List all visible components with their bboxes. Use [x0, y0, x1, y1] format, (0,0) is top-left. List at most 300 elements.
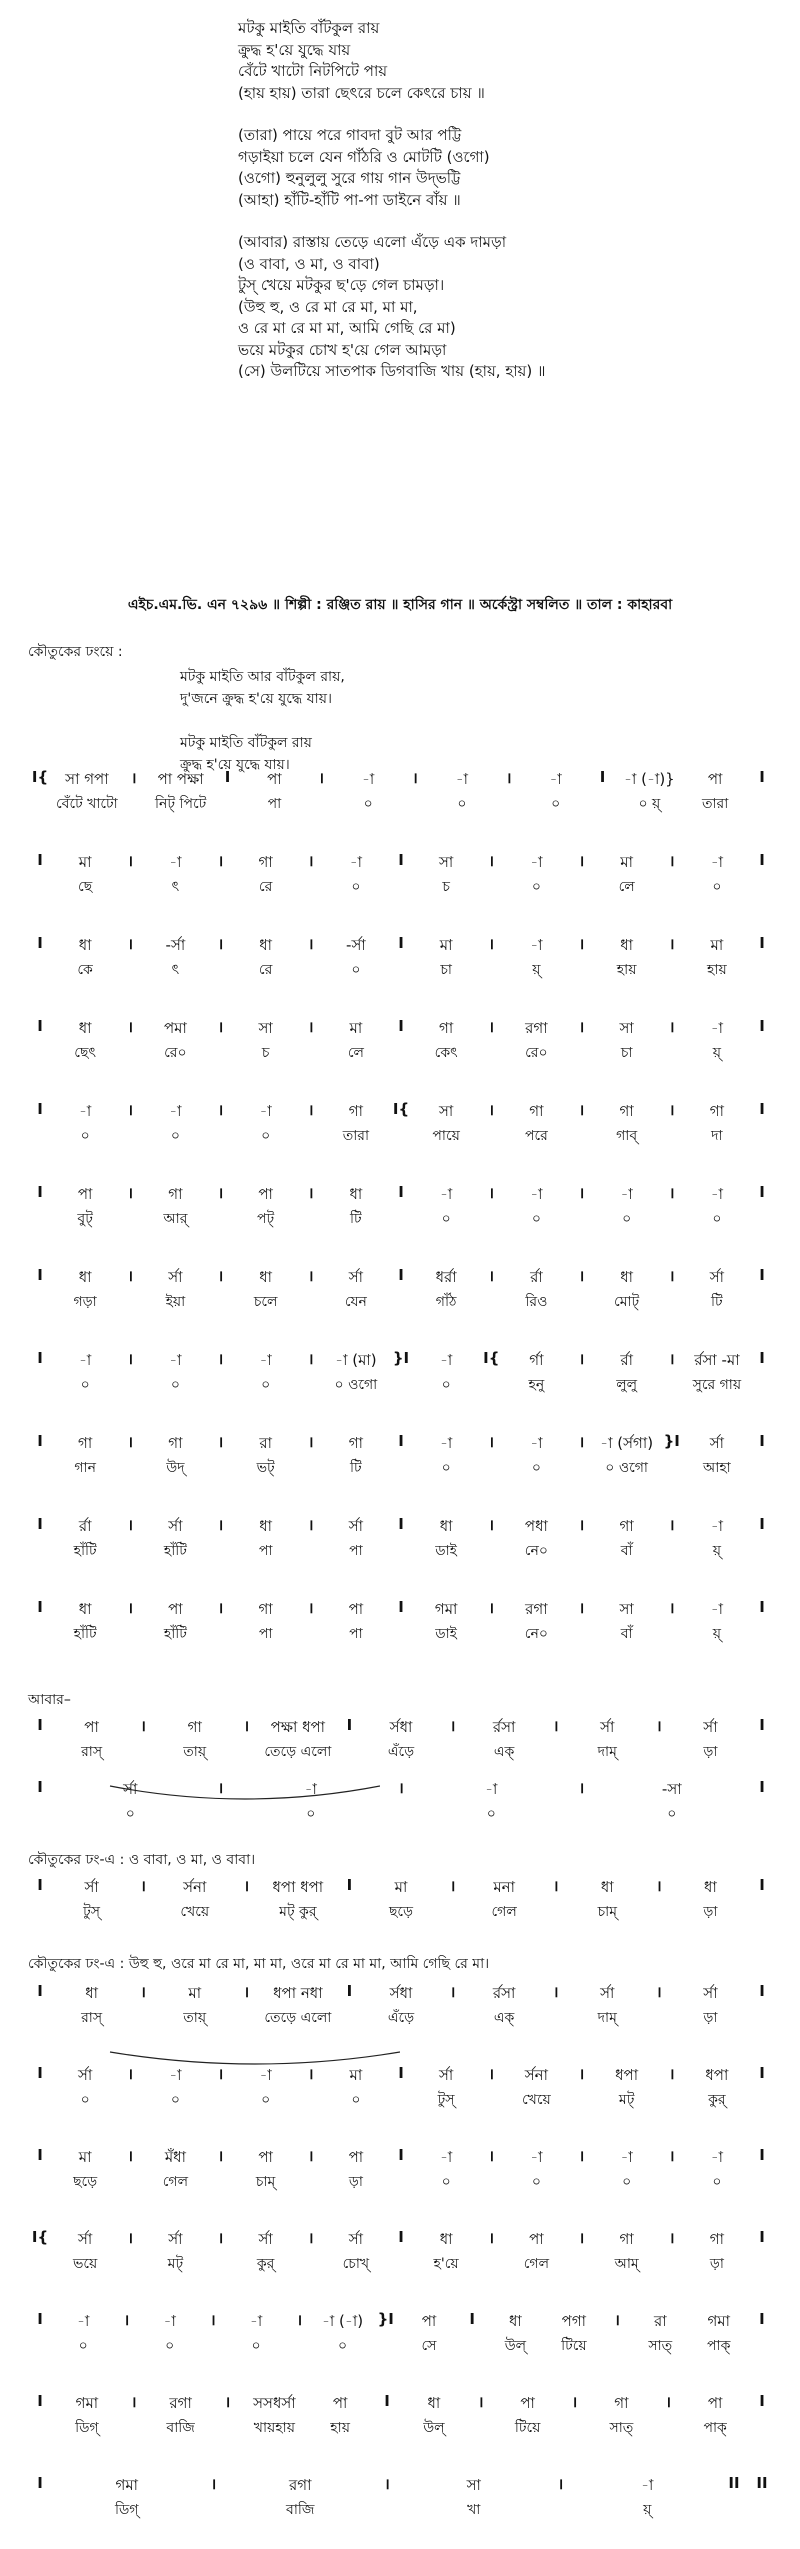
notation-row: [26, 1017, 776, 1063]
lyric-syllable: বেঁটে খাটো: [56, 796, 118, 812]
bar-separator: ।: [127, 2147, 134, 2165]
swara-note: মা: [620, 853, 633, 871]
swara-note: গা: [709, 2230, 724, 2248]
bar-separator: ।: [307, 852, 314, 870]
bar-separator: I: [759, 1778, 765, 1796]
lyric-syllable: পা: [349, 1543, 363, 1559]
bar-separator: ।: [127, 1599, 134, 1617]
lyric-syllable: ০: [441, 2174, 451, 2190]
bar-separator: I: [398, 2228, 404, 2246]
lyric-syllable: গাঁঠ: [435, 1294, 457, 1310]
lyric-syllable: বাজি: [166, 2420, 195, 2436]
lyric-syllable: ০: [531, 879, 541, 895]
swara-note: সা: [619, 1600, 634, 1618]
lyric-syllable: ০: [351, 962, 361, 978]
kautuk-label: কৌতুকের ঢংয়ে :: [28, 644, 123, 660]
swara-note: পা: [84, 1718, 99, 1736]
lyric-syllable: ০: [170, 2092, 180, 2108]
lyric-syllable-line: [26, 1622, 776, 1644]
bar-separator: ।: [217, 935, 224, 953]
lyric-syllable: ০: [80, 1377, 90, 1393]
bar-separator: ।: [449, 1717, 456, 1735]
swara-note: ধা: [509, 2312, 522, 2330]
swara-note: পা পক্ষা: [157, 770, 204, 788]
lyric-syllable: ড়া: [703, 1904, 718, 1920]
lyric-syllable: কুর্: [708, 2092, 726, 2108]
swara-note: র্সা: [600, 1984, 615, 2002]
swara-note: -া: [78, 1351, 92, 1369]
swara-note: -া: [710, 853, 724, 871]
swara-note: সা গপা: [65, 770, 109, 788]
swara-note: পা: [421, 2312, 437, 2330]
lyric-syllable: মট্: [167, 2256, 184, 2272]
bar-separator: ।: [307, 935, 314, 953]
lyric-syllable: গড়া: [73, 1294, 97, 1310]
swara-note: মঁধা: [164, 2148, 186, 2166]
bar-separator: I: [37, 1515, 43, 1533]
bar-separator: ।: [127, 1516, 134, 1534]
lyric-syllable: ০: [261, 1128, 271, 1144]
lyrics-stanza: [238, 125, 758, 211]
bar-separator: I: [37, 1017, 43, 1035]
lyric-syllable: দাম্: [597, 1744, 617, 1760]
lyric-syllable: ০ ওগো: [605, 1460, 648, 1476]
swara-note: -া: [710, 1019, 724, 1037]
lyric-syllable: ০: [165, 2338, 175, 2354]
lyric-syllable: কে: [77, 962, 93, 978]
bar-separator: II: [756, 2474, 768, 2492]
bar-separator: I: [398, 1598, 404, 1616]
swara-note: সা: [438, 1102, 454, 1120]
swara-note: সা: [438, 853, 454, 871]
notation-row: [26, 768, 776, 814]
swara-note: ধা: [620, 1268, 633, 1286]
bar-separator: ।: [578, 1599, 585, 1617]
lyric-syllable: হায়: [330, 2420, 350, 2436]
bar-separator: ।: [571, 2393, 578, 2411]
bar-separator: I: [759, 1982, 765, 2000]
lyric-syllable: নে০: [524, 1626, 548, 1642]
swara-note: গা: [619, 1517, 634, 1535]
lyric-syllable: রে০: [164, 1045, 187, 1061]
swara-note: -া: [530, 1185, 543, 1203]
swara-note: ধর্রা: [435, 1268, 457, 1286]
swara-note: পা: [520, 2394, 535, 2412]
lyric-syllable: উদ্: [166, 1460, 185, 1476]
swara-line: [26, 1349, 776, 1373]
lyric-syllable: খেয়ে: [180, 1904, 210, 1920]
bar-separator: I: [398, 2064, 404, 2082]
lyric-syllable: ভয়ে: [72, 2256, 98, 2272]
swara-note: -া: [349, 853, 363, 871]
kautuk-line: দু'জনে ক্রুদ্ধ হ'য়ে যুদ্ধে যায়।: [180, 691, 332, 707]
swara-note: রগা: [289, 2476, 312, 2494]
lyric-syllable-line: [26, 2252, 776, 2274]
bar-separator: I: [398, 934, 404, 952]
bar-separator: }I: [392, 1349, 410, 1367]
recording-info: এইচ.এম.ভি. এন ৭২৯৬ ॥ শিল্পী : রঞ্জিত রায় ॥ হাসির গান ॥ অর্কেস্ট্রা সম্বলিত ॥ তাল : কাহারবা: [127, 597, 673, 613]
swara-note: র্সা: [77, 2066, 93, 2084]
lyrics-section: [238, 18, 758, 404]
swara-note: পা: [77, 1185, 93, 1203]
lyric-syllable: চাম্: [255, 2174, 276, 2190]
lyric-syllable: ইয়া: [165, 1294, 186, 1310]
lyric-syllable: টি: [350, 1211, 362, 1227]
bar-separator: ।: [217, 1433, 224, 1451]
swara-note: মা: [394, 1878, 408, 1896]
lyric-syllable: নিট্ পিটে: [155, 796, 207, 812]
swara-note: র্সা: [709, 1268, 724, 1286]
bar-separator: ।: [217, 1350, 224, 1368]
swara-note: ধা: [85, 1984, 98, 2002]
bar-separator: ।: [552, 1983, 559, 2001]
bar-separator: ।: [140, 1983, 146, 2001]
lyric-syllable: হায়: [707, 962, 727, 978]
lyric-syllable-line: [26, 875, 776, 897]
swara-note: -র্সা: [346, 936, 366, 954]
lyric-syllable: ডাই: [435, 1626, 457, 1642]
bar-separator: ।: [488, 1101, 495, 1119]
swara-note: র্রা: [620, 1351, 633, 1369]
lyric-syllable: লুলু: [616, 1377, 638, 1393]
bar-separator: I: [346, 1716, 353, 1734]
swara-note: র্রা: [78, 1517, 92, 1535]
bar-separator: ।: [140, 1717, 146, 1735]
swara-note: -া: [163, 2312, 176, 2330]
bar-separator: ।: [307, 2065, 314, 2083]
lyric-syllable: ৎ: [171, 962, 180, 978]
lyric-line: টুস্‌ খেয়ে মটকুর ছ'ড়ে গেল চামড়া।: [238, 276, 445, 294]
bar-separator: ।: [307, 1350, 314, 1368]
bar-separator: ।: [505, 769, 512, 787]
swara-note: -া: [549, 770, 562, 788]
bar-separator: ।: [656, 1717, 662, 1735]
lyric-syllable: টিয়ে: [561, 2338, 587, 2354]
lyric-line: মটকু মাইতি বাঁটকুল রায়: [238, 19, 380, 37]
bar-separator: ।: [488, 852, 495, 870]
swara-note: -া: [530, 936, 543, 954]
bar-separator: I: [759, 1100, 765, 1118]
lyric-syllable: এঁড়ে: [387, 2010, 415, 2026]
lyric-syllable: পায়ে: [432, 1128, 460, 1144]
swara-note: গা: [348, 1434, 363, 1452]
kautuk-line: মটকু মাইতি আর বাঁটকুল রায়,: [180, 669, 345, 685]
swara-note: মা: [439, 936, 453, 954]
lyric-syllable: ০: [441, 1211, 451, 1227]
lyric-line: (হায় হায়) তারা ছেৎরে চলে কেৎরে চায় ॥: [238, 83, 485, 102]
lyric-syllable: ০: [170, 1377, 180, 1393]
bar-separator: ।: [224, 2393, 231, 2411]
bar-separator: ।: [130, 2393, 137, 2411]
lyric-syllable: কেৎ: [434, 1045, 458, 1061]
swara-note: র্সা: [348, 1268, 363, 1286]
lyric-syllable-line: [26, 2334, 776, 2356]
bar-separator: I: [37, 1183, 43, 1201]
lyric-syllable: চা: [440, 962, 452, 978]
swara-line: [26, 1716, 776, 1740]
bar-separator: I: [398, 1266, 404, 1284]
lyric-syllable: রে: [258, 879, 273, 895]
lyric-syllable: য়্: [712, 1626, 721, 1642]
bar-separator: ।: [552, 1877, 559, 1895]
lyric-syllable: ০: [441, 1460, 451, 1476]
bar-separator: ।: [665, 2393, 672, 2411]
lyric-syllable: চাম্: [597, 1904, 617, 1920]
lyric-syllable: ০: [712, 2174, 722, 2190]
lyric-syllable: ০: [251, 2338, 261, 2354]
bar-separator: ।: [668, 935, 675, 953]
lyric-syllable: সাত্: [648, 2338, 673, 2354]
bar-separator: ।: [307, 1018, 314, 1036]
lyric-syllable: লে: [618, 879, 635, 895]
lyric-syllable: ০ য়্: [638, 796, 661, 812]
swara-note: গমা: [707, 2312, 730, 2330]
lyric-syllable: রিও: [525, 1294, 548, 1310]
swara-note: -া: [710, 2148, 724, 2166]
notation-row: [26, 2392, 776, 2438]
swara-note: গা: [258, 853, 273, 871]
swara-note: ধা: [600, 1878, 614, 1896]
swara-note: -া: [710, 1517, 724, 1535]
bar-separator: I: [599, 768, 606, 786]
swara-note: গা: [614, 2394, 629, 2412]
bar-separator: I: [37, 2392, 43, 2410]
swara-note: র্সা: [77, 2230, 93, 2248]
lyric-syllable: চ: [261, 1045, 270, 1061]
swara-note: গা: [619, 1102, 634, 1120]
bar-separator: I: [37, 2064, 43, 2082]
swara-note: পা: [258, 2148, 273, 2166]
swara-note: র্সনা: [524, 2066, 548, 2084]
lyric-syllable: ড়া: [703, 2010, 718, 2026]
lyric-syllable: ০: [486, 1806, 496, 1822]
swara-note: -া: [259, 1102, 272, 1120]
kautuk-line: [180, 710, 345, 732]
notation-row: [26, 1778, 776, 1824]
bar-separator: ।: [449, 1877, 456, 1895]
swara-line: [26, 1876, 776, 1900]
bar-separator: I{: [392, 1100, 410, 1118]
bar-separator: I: [346, 1982, 353, 2000]
bar-separator: ।: [578, 935, 585, 953]
lyric-line: (আবার) রাস্তায় তেড়ে এলো এঁড়ে এক দামড়া: [238, 233, 507, 251]
lyric-syllable: মট্ কুর্: [279, 1904, 317, 1920]
swara-note: র্সা: [168, 1268, 183, 1286]
bar-separator: }I: [377, 2310, 394, 2328]
swara-note: সা: [619, 1019, 634, 1037]
swara-note: গা: [709, 1102, 724, 1120]
bar-separator: ।: [217, 1267, 224, 1285]
bar-separator: ।: [127, 1350, 134, 1368]
bar-separator: ।: [488, 2147, 495, 2165]
lyric-line: ক্রুদ্ধ হ'য়ে যুদ্ধে যায়: [238, 40, 351, 59]
bar-separator: ।: [578, 2147, 585, 2165]
swara-note: -া: [169, 2066, 182, 2084]
swara-note: রগা: [525, 1600, 548, 1618]
bar-separator: I: [37, 2474, 43, 2492]
swara-note: -া (-া): [321, 2312, 364, 2330]
notation-row: [26, 1266, 776, 1312]
swara-note: র্সা: [258, 2230, 273, 2248]
notation-row: [26, 1598, 776, 1644]
lyric-syllable: ০: [337, 2338, 348, 2354]
bar-separator: I: [759, 2392, 765, 2410]
bar-separator: I: [398, 1017, 404, 1035]
swara-note: ধা: [704, 1878, 717, 1896]
lyric-syllable: ০: [531, 2174, 541, 2190]
swara-note: পা: [332, 2394, 348, 2412]
bar-separator: ।: [307, 2147, 314, 2165]
lyric-syllable: গেল: [523, 2256, 550, 2272]
lyric-syllable: টিয়ে: [514, 2420, 541, 2436]
notation-row: [26, 1432, 776, 1478]
lyric-syllable: পট্: [257, 1211, 275, 1227]
lyric-syllable: তেড়ে এলো: [264, 2010, 332, 2026]
swara-note: -া: [641, 2476, 654, 2494]
bar-separator: I: [759, 1266, 765, 1284]
swara-note: -সা: [661, 1780, 682, 1798]
swara-line: [26, 2310, 776, 2334]
bar-separator: ।: [614, 2311, 620, 2329]
lyric-syllable: ০: [351, 2092, 361, 2108]
lyric-syllable: খেয়ে: [522, 2092, 551, 2108]
bar-separator: ।: [243, 1983, 250, 2001]
bar-separator: ।: [217, 1101, 224, 1119]
bar-separator: I: [759, 1515, 765, 1533]
bar-separator: II: [728, 2474, 740, 2492]
swara-note: র্সা: [168, 1517, 183, 1535]
swara-note: -া: [530, 853, 543, 871]
bar-separator: ।: [488, 1599, 495, 1617]
bar-separator: ।: [318, 769, 325, 787]
swara-line: [26, 1778, 776, 1802]
lyric-syllable: উল্: [504, 2338, 527, 2354]
bar-separator: ।: [127, 1018, 134, 1036]
swara-note: ধা: [259, 1268, 272, 1286]
lyric-syllable: পা: [258, 1543, 273, 1559]
lyric-syllable-line: [26, 792, 776, 814]
bar-separator: ।: [488, 1184, 495, 1202]
swara-line: [26, 934, 776, 958]
notation-row: [26, 1515, 776, 1561]
lyric-syllable: ডিগ্: [75, 2420, 99, 2436]
swara-line: [26, 1432, 776, 1456]
lyric-line: (সে) উলটিয়ে সাতপাক ডিগবাজি খায় (হায়, হায়) ॥: [238, 362, 546, 380]
swara-note: গা: [168, 1185, 183, 1203]
lyric-syllable: তারা: [342, 1128, 370, 1144]
lyric-syllable: য়্: [712, 1543, 721, 1559]
swara-note: পা: [529, 2230, 544, 2248]
notation-row: [26, 1100, 776, 1146]
bar-separator: I: [759, 1716, 765, 1734]
bar-separator: I: [37, 2310, 43, 2328]
swara-note: ধপা ধপা: [272, 1878, 324, 1896]
lyric-syllable: এক্: [493, 2010, 515, 2026]
swara-note: পমা: [163, 1019, 187, 1037]
bar-separator: ।: [578, 1267, 585, 1285]
swara-note: পা: [168, 1600, 183, 1618]
lyric-syllable: ডাই: [435, 1543, 457, 1559]
bar-separator: ।: [668, 852, 675, 870]
lyric-syllable: খায়হায়: [253, 2420, 295, 2436]
notation-row: [26, 2146, 776, 2192]
lyric-syllable: গান: [74, 1460, 96, 1476]
bar-separator: I: [37, 1982, 43, 2000]
lyric-syllable: ভট্: [256, 1460, 275, 1476]
lyric-syllable: মট্: [618, 2092, 635, 2108]
lyric-line: (ও বাবা, ও মা, ও বাবা): [238, 254, 380, 273]
bar-separator: ।: [578, 1433, 585, 1451]
swara-note: পা: [348, 1600, 364, 1618]
swara-note: -া: [361, 770, 375, 788]
swara-note: রা: [259, 1434, 272, 1452]
lyric-syllable-line: [26, 1207, 776, 1229]
swara-note: -া: [455, 770, 469, 788]
swara-note: -া: [77, 2312, 90, 2330]
lyric-syllable: ছেৎ: [74, 1045, 96, 1061]
lyric-syllable: য়্: [712, 1045, 721, 1061]
lyric-syllable: ০: [306, 1806, 316, 1822]
swara-note: ধা: [259, 936, 272, 954]
bar-separator: ।: [217, 1184, 224, 1202]
swara-note: মা: [78, 2148, 92, 2166]
lyric-syllable-line: [26, 1290, 776, 1312]
bar-separator: ।: [488, 1018, 495, 1036]
swara-note: র্রসা -মা: [694, 1351, 740, 1369]
swara-note: ধপা: [705, 2066, 729, 2084]
swara-line: [26, 2392, 776, 2416]
lyric-syllable: হায়: [616, 962, 637, 978]
bar-separator: ।: [127, 1267, 134, 1285]
bar-separator: ।: [668, 2065, 675, 2083]
lyric-syllable: বাঁ: [620, 1626, 633, 1642]
lyric-syllable: সুরে গায়: [692, 1377, 742, 1393]
lyric-syllable: রে০: [525, 1045, 548, 1061]
swara-line: [26, 1183, 776, 1207]
bar-separator: ।: [307, 1101, 314, 1119]
swara-note: গা: [78, 1434, 93, 1452]
bar-separator: I: [346, 1876, 353, 1894]
lyric-syllable: ৎ: [171, 879, 180, 895]
lyric-syllable: ০: [363, 796, 373, 812]
bar-separator: ।: [217, 1599, 224, 1617]
swara-line: [26, 1982, 776, 2006]
lyric-syllable: গেল: [162, 2174, 189, 2190]
bar-separator: I: [37, 1349, 43, 1367]
bar-separator: ।: [578, 1184, 585, 1202]
lyric-syllable: মোট্: [614, 1294, 640, 1310]
swara-note: মনা: [493, 1878, 515, 1896]
lyric-syllable: রে: [258, 962, 273, 978]
bar-separator: ।: [668, 1018, 675, 1036]
lyric-syllable: টি: [711, 1294, 723, 1310]
swara-note: র্সা: [709, 1434, 724, 1452]
bar-separator: I: [37, 1432, 43, 1450]
swara-note: র্রসা: [492, 1718, 516, 1736]
bar-separator: ।: [127, 2065, 134, 2083]
swara-note: র্সধা: [389, 1718, 413, 1736]
bar-separator: ।: [127, 935, 134, 953]
swara-note: র্সা: [84, 1878, 99, 1896]
lyric-syllable: কুর্: [256, 2256, 275, 2272]
swara-note: -া: [259, 2066, 272, 2084]
swara-note: -া: [169, 853, 182, 871]
bar-separator: ।: [488, 1267, 495, 1285]
swara-note: -া: [304, 1780, 317, 1798]
lyric-syllable: গাব্: [616, 1128, 638, 1144]
bar-separator: I: [759, 1598, 765, 1616]
bar-separator: ।: [668, 1599, 675, 1617]
